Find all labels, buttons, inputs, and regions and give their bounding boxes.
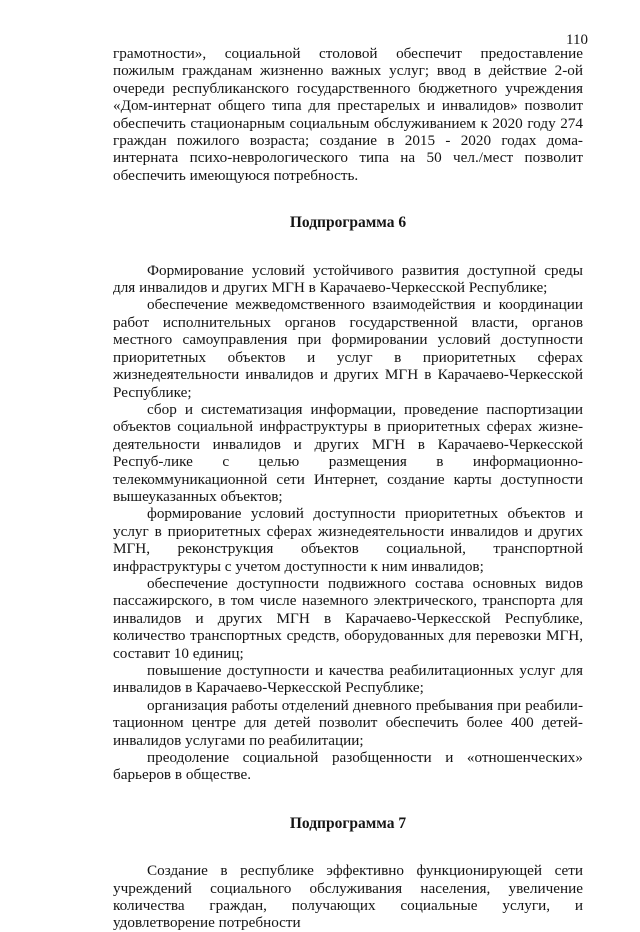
paragraph: обеспечение межведомственного взаимодействия и координации работ исполнительных органов государственной власти, органов местного самоуправления при формировании условий доступности приоритетных объектов и услуг в приоритетных сферах жизнедеятельности инвалидов и других МГН в Карачаево-Черкесской Республике; [113, 296, 583, 401]
paragraph: преодоление социальной разобщенности и «отношенческих» барьеров в обществе. [113, 749, 583, 784]
paragraph: Создание в республике эффективно функционирующей сети учреждений социального обслуживания населения, увеличение количества граждан, получающих социальные услуги, и удовлетворение потребности [113, 862, 583, 932]
paragraph: организация работы отделений дневного пребывания при реабили-тационном центре для детей позволит обеспечить более 400 детей-инвалидов услугами по реабилитации; [113, 696, 583, 749]
subprogram-7-heading: Подпрограмма 7 [289, 814, 407, 832]
page-number: 110 [566, 32, 588, 48]
paragraph: формирование условий доступности приоритетных объектов и услуг в приоритетных сферах жизнедеятельности инвалидов и других МГН, реконструкция объектов социальной, транспортной инфраструктуры с учетом доступности к ним инвалидов; [113, 505, 583, 575]
paragraph: обеспечение доступности подвижного состава основных видов пассажирского, в том числе наземного электрического, транспорта для инвалидов и других МГН в Карачаево-Черкесской Республике, количество транспортных средств, оборудованных для перевозки МГН, составит 10 единиц; [113, 574, 583, 662]
paragraph: повышение доступности и качества реабилитационных услуг для инвалидов в Карачаево-Черкесской Республике; [113, 662, 583, 697]
paragraph: сбор и систематизация информации, проведение паспортизации объектов социальной инфраструктуры в приоритетных сферах жизне-деятельности инвалидов и других МГН в Карачаево-Черкесской Респуб-лике с целью размещения в информационно-телекоммуникационной сети Интернет, создание карты доступности вышеуказанных объектов; [113, 400, 583, 505]
intro-paragraph: грамотности», социальной столовой обеспечит предоставление пожилым гражданам жизненно важных услуг; ввод в действие 2-ой очереди республиканского государственного бюджетного учреждения «Дом-интернат общего типа для престарелых и инвалидов» позволит обеспечить стационарным социальным обслуживанием к 2020 году 274 граждан пожилого возраста; создание в 2015 - 2020 годах дома-интерната психо-неврологического типа на 50 чел./мест позволит обеспечить имеющуюся потребность. [113, 45, 583, 184]
document-body [113, 45, 583, 932]
paragraph: Формирование условий устойчивого развития доступной среды для инвалидов и других МГН в Карачаево-Черкесской Республике; [113, 261, 583, 297]
subprogram-6-heading: Подпрограмма 6 [289, 214, 407, 232]
